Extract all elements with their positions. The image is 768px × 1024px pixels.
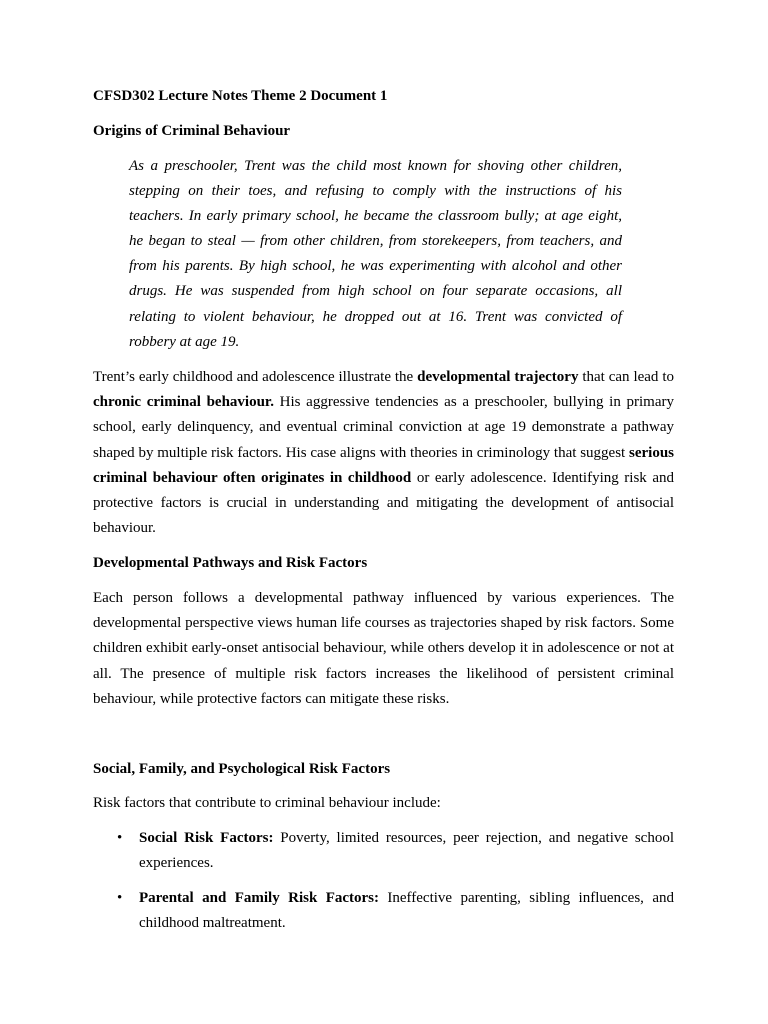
section-heading-origins: Origins of Criminal Behaviour [93, 123, 291, 139]
text-run: that can lead to [578, 369, 674, 385]
list-item-label: Parental and Family Risk Factors: [139, 890, 379, 906]
bullet-icon: • [117, 890, 123, 906]
bullet-icon: • [117, 830, 123, 846]
list-item-label: Social Risk Factors: [139, 830, 274, 846]
section-heading-pathways: Developmental Pathways and Risk Factors [93, 555, 368, 571]
section-heading-risk-factors: Social, Family, and Psychological Risk Factors [93, 761, 391, 777]
text-run: His aggressive tendencies as a preschooler, bullying in primary school, early delinquency, and eventual criminal conviction at age 19 demonstrate a pathway shaped by multiple risk factors. His case aligns with theories in criminology that suggest [93, 394, 675, 461]
list-item-text: Ineffective parenting, sibling influences, and childhood maltreatment. [139, 890, 674, 931]
list-item [93, 886, 674, 936]
text-run: or early adolescence. Identifying risk and protective factors is crucial in understanding and mitigating the development of antisocial behaviour. [93, 469, 674, 537]
text-run: Trent’s early childhood and adolescence illustrate the [93, 369, 418, 385]
paragraph-trajectory [93, 365, 674, 541]
risk-factor-list [93, 826, 674, 946]
paragraph-pathways: Each person follows a developmental pathway influenced by various experiences. The developmental perspective views human life courses as trajectories shaped by risk factors. Some children exhibit early-onset antisocial behaviour, while others develop it in adolescence or not at all. The presence of multiple risk factors increases the likelihood of persistent criminal behaviour, while protective factors can mitigate these risks. [93, 590, 674, 707]
bold-term-originates-in-childhood: serious criminal behaviour often originates in childhood [93, 444, 674, 486]
list-item [93, 826, 674, 876]
case-study-quote: As a preschooler, Trent was the child most known for shoving other children, stepping on their toes, and refusing to comply with the instructions of his teachers. In early primary school, he became the classroom bully; at age eight, he began to steal — from other children, from storekeepers, from teachers, and from his parents. By high school, he was experimenting with alcohol and other drugs. He was suspended from high school on four separate occasions, all relating to violent behaviour, he dropped out at 16. Trent was convicted of robbery at age 19. [129, 158, 622, 350]
list-item-text: Poverty, limited resources, peer rejection, and negative school experiences. [139, 830, 675, 871]
paragraph-risk-intro: Risk factors that contribute to criminal behaviour include: [93, 795, 441, 811]
document-title: CFSD302 Lecture Notes Theme 2 Document 1 [93, 88, 388, 104]
bold-term-developmental-trajectory: developmental trajectory [417, 369, 579, 385]
bold-term-chronic-criminal-behaviour: chronic criminal behaviour. [93, 394, 274, 411]
